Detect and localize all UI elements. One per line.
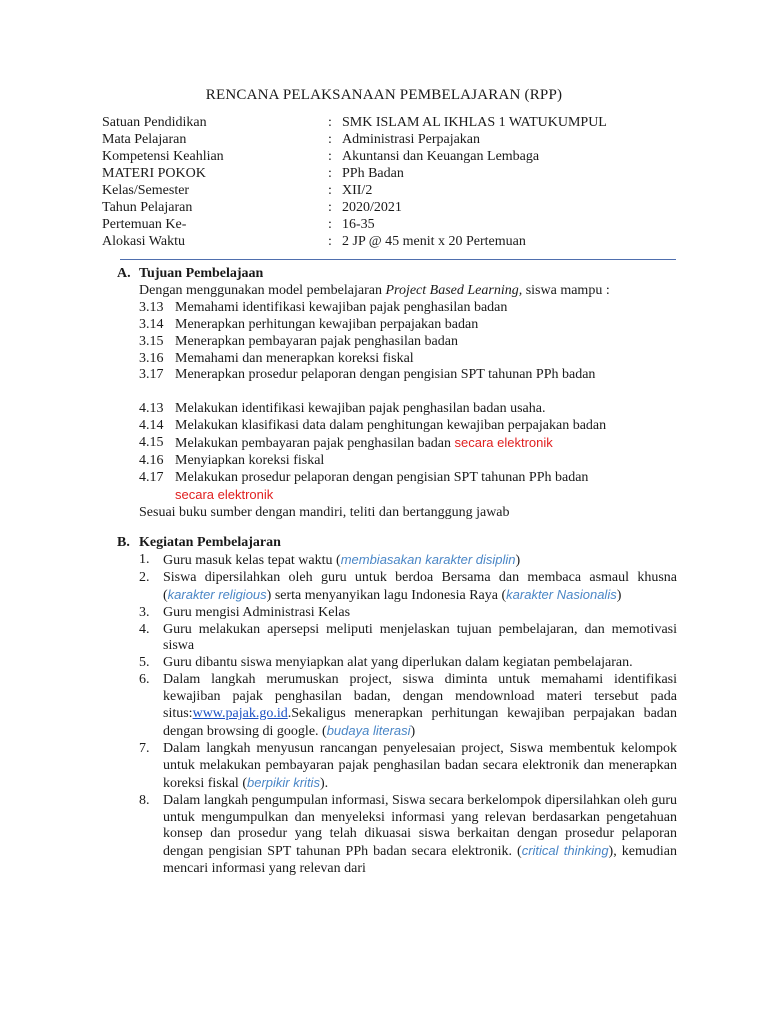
info-colon: :: [328, 234, 332, 249]
objective-item: [117, 435, 677, 453]
info-label: Kompetensi Keahlian: [102, 149, 224, 164]
objective-text: Menerapkan perhitungan kewajiban perpajakan badan: [175, 316, 479, 332]
spacer: [117, 384, 677, 401]
objective-text: Melakukan identifikasi kewajiban pajak penghasilan badan usaha.: [175, 401, 546, 417]
objective-number: 4.17: [139, 469, 164, 485]
info-colon: :: [328, 132, 332, 147]
info-label: Tahun Pelajaran: [102, 200, 193, 215]
info-label: Satuan Pendidikan: [102, 115, 207, 130]
step-text-part: Dalam langkah merumuskan project, siswa diminta untuk memahami identifikasi kewajiban pajak penghasilan badan, dengan mendownload materi tersebut pada situs:: [163, 672, 677, 722]
step-text-part: ): [616, 587, 622, 603]
intro-paragraph: [117, 283, 677, 300]
activity-step: [117, 655, 677, 672]
step-number: 5.: [139, 655, 150, 671]
activity-step: [117, 741, 677, 793]
step-text: Guru dibantu siswa menyiapkan alat yang diperlukan dalam kegiatan pembelajaran.: [163, 655, 633, 671]
info-row: [102, 233, 682, 250]
objective-number: 3.14: [139, 316, 164, 332]
objective-text: Menerapkan prosedur pelaporan dengan pengisian SPT tahunan PPh badan: [175, 367, 596, 383]
objective-number: 4.14: [139, 418, 164, 434]
info-value: 2 JP @ 45 menit x 20 Pertemuan: [342, 234, 526, 249]
activity-list: [117, 552, 677, 878]
objective-number: 4.15: [139, 435, 164, 451]
info-value: XII/2: [342, 183, 373, 198]
step-text: Guru mengisi Administrasi Kelas: [163, 604, 351, 620]
step-number: 3.: [139, 604, 150, 620]
document-title: RENCANA PELAKSANAAN PEMBELAJARAN (RPP): [205, 87, 563, 103]
objective-text: Menyiapkan koreksi fiskal: [175, 453, 325, 469]
activity-step: [117, 672, 677, 741]
section-title: Kegiatan Pembelajaran: [139, 535, 281, 550]
objective-item: [117, 401, 677, 418]
info-row: [102, 165, 682, 182]
step-text: [163, 741, 677, 793]
step-text-part: Dalam langkah pengumpulan informasi, Siswa secara berkelompok dipersilahkan oleh guru untuk mengumpulkan dan menyeleksi informasi yang relevan berdasarkan pengetahuan konsep dan prosedur yang telah dikuasai siswa berkaitan dengan prosedur pelaporan dengan pengisian SPT tahunan PPh badan secara elektronik. (: [163, 792, 677, 860]
character-tag: critical thinking: [521, 843, 609, 859]
objective-number: 4.16: [139, 453, 164, 469]
activity-step: [117, 552, 677, 570]
info-value: 2020/2021: [342, 200, 402, 215]
objective-text: [175, 435, 677, 453]
step-text-part: ).: [319, 775, 329, 791]
info-colon: :: [328, 200, 332, 215]
step-text-part: ): [410, 723, 416, 739]
step-number: 1.: [139, 551, 150, 567]
objective-number: 3.15: [139, 333, 164, 349]
step-text-part: ): [515, 552, 521, 568]
character-tag: karakter Nasionalis: [506, 586, 617, 602]
objective-number: 3.17: [139, 367, 164, 383]
info-colon: :: [328, 166, 332, 181]
closing-paragraph: Sesuai buku sumber dengan mandiri, teliti dan bertanggung jawab: [139, 504, 510, 520]
intro-text-end: siswa mampu :: [522, 282, 610, 298]
section-letter: A.: [117, 266, 131, 281]
info-colon: :: [328, 217, 332, 232]
step-text: [163, 672, 677, 741]
section-title: Tujuan Pembelajaan: [139, 266, 264, 281]
objective-text: Melakukan prosedur pelaporan dengan pengisian SPT tahunan PPh badan: [175, 469, 589, 485]
activity-step: [117, 793, 677, 879]
info-label: Mata Pelajaran: [102, 132, 187, 147]
step-text: [163, 793, 677, 879]
info-row: [102, 131, 682, 148]
info-label: MATERI POKOK: [102, 166, 206, 181]
character-tag: berpikir kritis: [246, 774, 320, 790]
objective-number: 3.13: [139, 299, 164, 315]
activity-step: [117, 570, 677, 605]
objective-text: Memahami dan menerapkan koreksi fiskal: [175, 350, 414, 366]
step-number: 8.: [139, 792, 150, 808]
objective-number: 4.13: [139, 401, 164, 417]
info-value: Administrasi Perpajakan: [342, 132, 481, 147]
step-text-part: Guru masuk kelas tepat waktu (: [163, 552, 341, 568]
objective-item: [117, 367, 677, 384]
info-row: [102, 216, 682, 233]
objective-continuation: [117, 487, 677, 505]
objective-text: Melakukan klasifikasi data dalam penghitungan kewajiban perpajakan badan: [175, 418, 607, 434]
step-text: Guru melakukan apersepsi meliputi menjelaskan tujuan pembelajaran, dan memotivasi siswa: [163, 621, 677, 654]
step-text: [163, 552, 677, 570]
info-value: 16-35: [342, 217, 375, 232]
section-learning-objectives: [117, 266, 677, 522]
step-number: 7.: [139, 740, 150, 756]
info-label: Pertemuan Ke-: [102, 217, 187, 232]
step-text: [163, 570, 677, 605]
info-value: SMK ISLAM AL IKHLAS 1 WATUKUMPUL: [342, 115, 607, 130]
section-heading: [117, 535, 677, 552]
step-text-part: ), kemudian mencari informasi yang relevan dari: [163, 844, 677, 877]
info-value: Akuntansi dan Keuangan Lembaga: [342, 149, 540, 164]
info-label: Alokasi Waktu: [102, 234, 185, 249]
step-number: 2.: [139, 569, 150, 585]
highlight-electronic: secara elektronik: [175, 486, 274, 502]
activity-step: [117, 605, 677, 622]
model-name: Project Based Learning,: [385, 282, 523, 298]
objective-item: [117, 317, 677, 334]
info-value: PPh Badan: [342, 166, 404, 181]
step-text-part: Dalam langkah menyusun rancangan penyelesaian project, Siswa membentuk kelompok untuk melakukan pembayaran pajak penghasilan badan secara elektronik dan menerapkan koreksi fiskal (: [163, 740, 677, 791]
objective-text: Memahami identifikasi kewajiban pajak penghasilan badan: [175, 299, 508, 315]
info-row: [102, 182, 682, 199]
activity-step: [117, 622, 677, 656]
info-label: Kelas/Semester: [102, 183, 190, 198]
step-number: 6.: [139, 672, 150, 688]
objective-number: 3.16: [139, 350, 164, 366]
objective-item: [117, 334, 677, 351]
info-row: [102, 114, 682, 131]
objective-item: [117, 351, 677, 368]
objective-item: [117, 453, 677, 470]
info-colon: :: [328, 149, 332, 164]
objective-item: [117, 418, 677, 435]
intro-text: Dengan menggunakan model pembelajaran: [139, 282, 386, 298]
step-text-part: .Sekaligus menerapkan perhitungan kewajiban perpajakan badan dengan browsing di google. (: [163, 706, 677, 739]
identity-table: [102, 114, 682, 250]
info-row: [102, 199, 682, 216]
section-letter: B.: [117, 535, 130, 550]
header-divider: [120, 259, 676, 260]
character-tag: budaya literasi: [326, 722, 411, 738]
objective-item: [117, 470, 677, 487]
character-tag: membiasakan karakter disiplin: [340, 551, 516, 567]
step-number: 4.: [139, 621, 150, 637]
objective-text: Menerapkan pembayaran pajak penghasilan badan: [175, 333, 458, 349]
step-text-part: ) serta menyanyikan lagu Indonesia Raya (: [266, 587, 507, 603]
objective-text-main: Melakukan pembayaran pajak penghasilan badan: [175, 436, 455, 452]
tax-website-link[interactable]: www.pajak.go.id: [192, 706, 288, 722]
section-heading: [117, 266, 677, 283]
info-colon: :: [328, 183, 332, 198]
info-row: [102, 148, 682, 165]
section-learning-activities: [117, 535, 677, 878]
highlight-electronic: secara elektronik: [454, 435, 553, 451]
info-colon: :: [328, 115, 332, 130]
character-tag: karakter religious: [167, 586, 267, 602]
objective-item: [117, 300, 677, 317]
step-text-part: Siswa dipersilahkan oleh guru untuk berdoa Bersama dan membaca asmaul khusna (: [163, 569, 677, 603]
